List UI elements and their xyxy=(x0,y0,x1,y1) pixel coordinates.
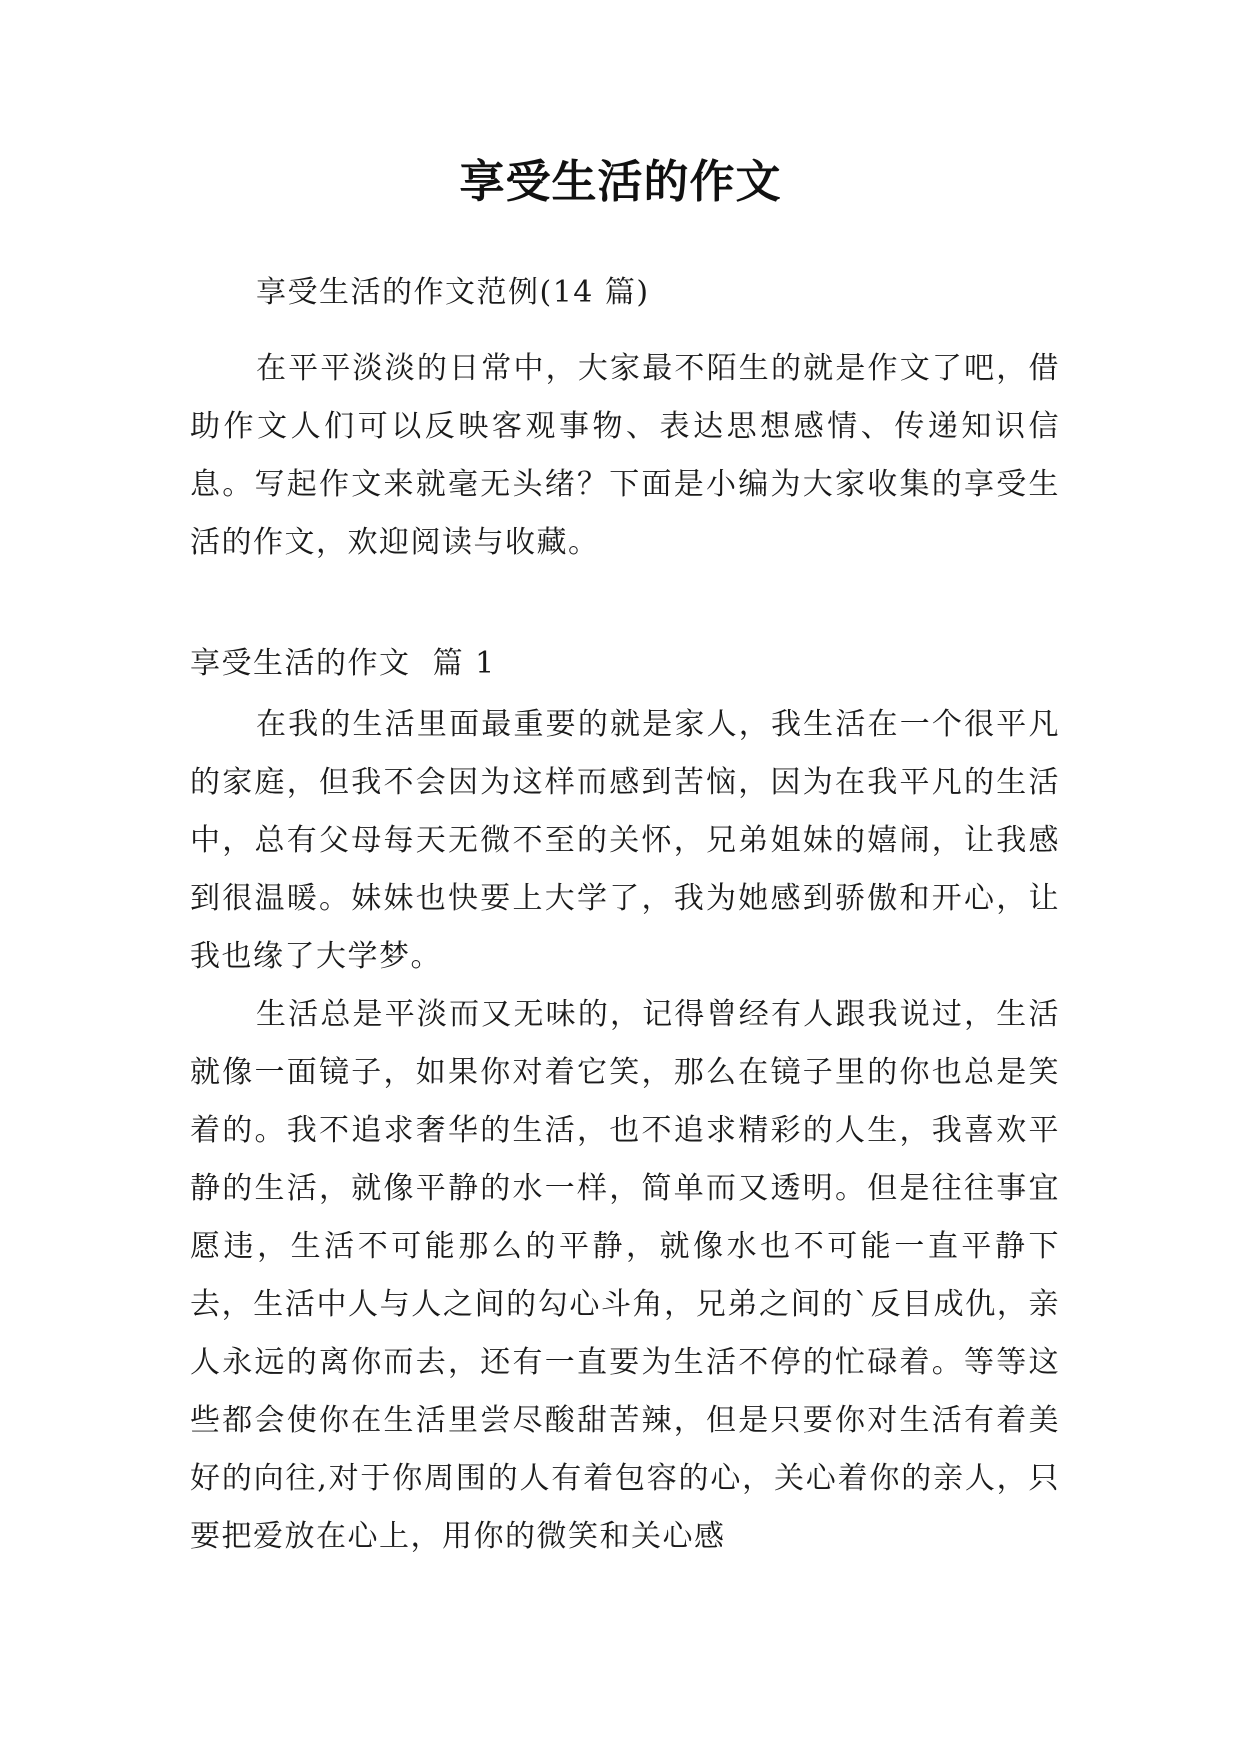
body-paragraph-2: 生活总是平淡而又无味的，记得曾经有人跟我说过，生活就像一面镜子，如果你对着它笑，那么在镜子里的你也总是笑着的。我不追求奢华的生活，也不追求精彩的人生，我喜欢平静的生活，就像平静的水一样，简单而又透明。但是往往事宜愿违，生活不可能那么的平静，就像水也不可能一直平静下去，生活中人与人之间的勾心斗角，兄弟之间的`反目成仇，亲人永远的离你而去，还有一直要为生活不停的忙碌着。等等这些都会使你在生活里尝尽酸甜苦辣，但是只要你对生活有着美好的向往,对于你周围的人有着包容的心，关心着你的亲人，只要把爱放在心上，用你的微笑和关心感 xyxy=(190,997,1060,1554)
document-subtitle: 享受生活的作文范例(14 篇) xyxy=(256,275,650,310)
document-title: 享受生活的作文 xyxy=(459,155,782,208)
body-paragraph-1: 在我的生活里面最重要的就是家人，我生活在一个很平凡的家庭，但我不会因为这样而感到苦恼，因为在我平凡的生活中，总有父母每天无微不至的关怀，兄弟姐妹的嬉闹，让我感到很温暖。妹妹也快要上大学了，我为她感到骄傲和开心，让我也缘了大学梦。 xyxy=(190,707,1060,974)
section-heading: 享受生活的作文 篇 1 xyxy=(190,646,496,681)
intro-paragraph: 在平平淡淡的日常中，大家最不陌生的就是作文了吧，借助作文人们可以反映客观事物、表达思想感情、传递知识信息。写起作文来就毫无头绪？下面是小编为大家收集的享受生活的作文，欢迎阅读与收藏。 xyxy=(190,351,1060,560)
